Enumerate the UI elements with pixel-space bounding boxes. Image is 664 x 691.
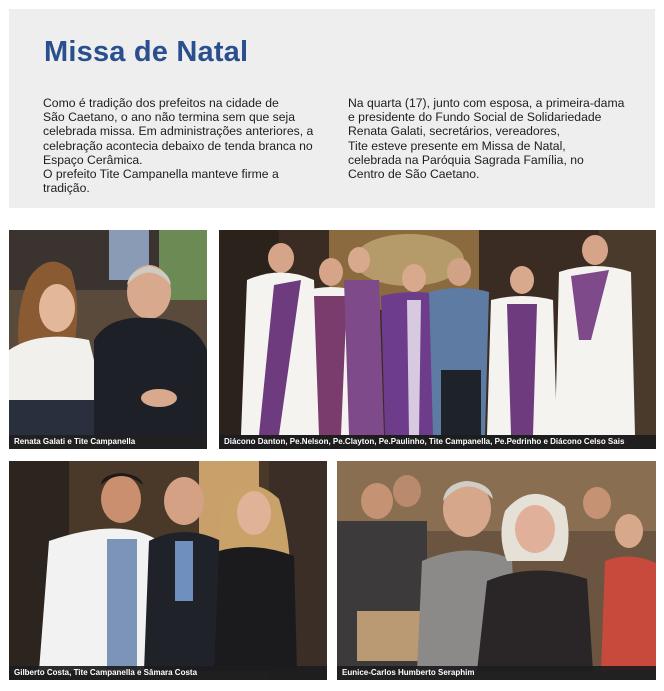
photo-image — [9, 461, 327, 680]
photo-eunice-carlos — [337, 461, 656, 680]
intro-line: O prefeito Tite Campanella manteve firme a tradição. — [43, 167, 279, 196]
intro-line: e presidente do Fundo Social de Solidariedade — [348, 110, 602, 125]
intro-line: São Caetano, o ano não termina sem que seja — [43, 110, 296, 125]
photo-gilberto-tite-samara — [9, 461, 327, 680]
intro-line: Renata Galati, secretários, vereadores, — [348, 124, 561, 139]
photo-caption: Diácono Danton, Pe.Nelson, Pe.Clayton, Pe.Paulinho, Tite Campanella, Pe.Pedrinho e Diácono Celso Sais — [219, 435, 656, 449]
intro-line: Como é tradição dos prefeitos na cidade de — [43, 96, 279, 110]
photo-priests-group — [219, 230, 656, 449]
intro-line: Espaço Cerâmica. — [43, 152, 143, 167]
photo-image — [219, 230, 656, 449]
photo-caption: Gilberto Costa, Tite Campanella e Sâmara Costa — [9, 666, 327, 680]
intro-line: celebração acontecia debaixo de tenda branca no — [43, 138, 313, 153]
photo-renata-tite — [9, 230, 207, 449]
intro-line: Tite esteve presente em Missa de Natal, — [348, 138, 566, 153]
article-header — [9, 9, 655, 208]
intro-column-right — [348, 96, 648, 181]
intro-line: Na quarta (17), junto com esposa, a primeira-dama — [348, 96, 625, 110]
intro-line: Centro de São Caetano. — [348, 167, 480, 182]
intro-line: celebrada missa. Em administrações anteriores, a — [43, 124, 314, 139]
photo-image — [337, 461, 656, 680]
photo-caption: Renata Galati e Tite Campanella — [9, 435, 207, 449]
article-title: Missa de Natal — [44, 36, 249, 68]
photo-image — [9, 230, 207, 449]
photo-caption: Eunice-Carlos Humberto Seraphim — [337, 666, 656, 680]
intro-line: celebrada na Paróquia Sagrada Família, no — [348, 152, 584, 167]
intro-column-left — [43, 96, 328, 195]
